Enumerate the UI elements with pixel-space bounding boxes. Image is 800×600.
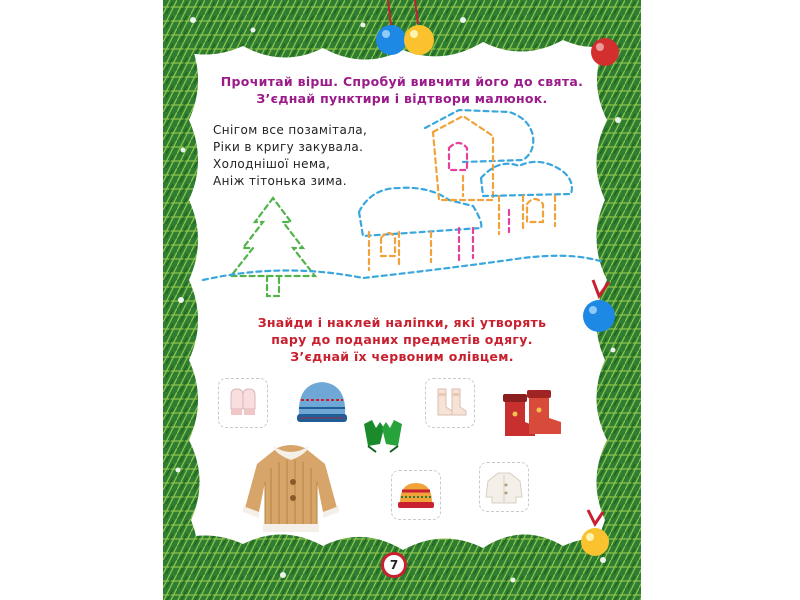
green-gloves-icon[interactable] [358, 414, 408, 456]
dashed-house-right [481, 162, 572, 234]
sticker-task-heading: Знайди і наклей наліпки, які утворять пару до поданих предметів одягу. З’єднай їх червоним олівцем. [257, 315, 547, 364]
sticker-slot-socks[interactable] [425, 378, 475, 428]
mittens-icon [219, 379, 267, 427]
poem-line: Снігом все позамітала, [213, 123, 368, 137]
socks-icon [426, 379, 474, 427]
poem-line: Аніж тітонька зима. [213, 174, 348, 188]
striped-hat-icon [392, 471, 440, 519]
dashed-house-top [425, 110, 533, 200]
poem-line: Холоднішої нема, [213, 157, 331, 171]
poem-line: Ріки в кригу закувала. [213, 140, 364, 154]
poem-task-heading: Прочитай вірш. Спробуй вивчити його до свята. З’єднай пунктири і відтвори малюнок. [220, 74, 584, 106]
sticker-slot-small-coat[interactable] [479, 462, 529, 512]
fur-coat-icon[interactable] [241, 438, 341, 534]
sticker-slot-striped-hat[interactable] [391, 470, 441, 520]
red-boots-icon[interactable] [499, 388, 565, 446]
sticker-slot-mittens[interactable] [218, 378, 268, 428]
page-number: 7 [381, 552, 407, 578]
small-coat-icon [480, 463, 528, 511]
activity-page [163, 0, 641, 600]
dashed-tree [231, 198, 315, 296]
knitted-hat-icon[interactable] [293, 376, 351, 428]
